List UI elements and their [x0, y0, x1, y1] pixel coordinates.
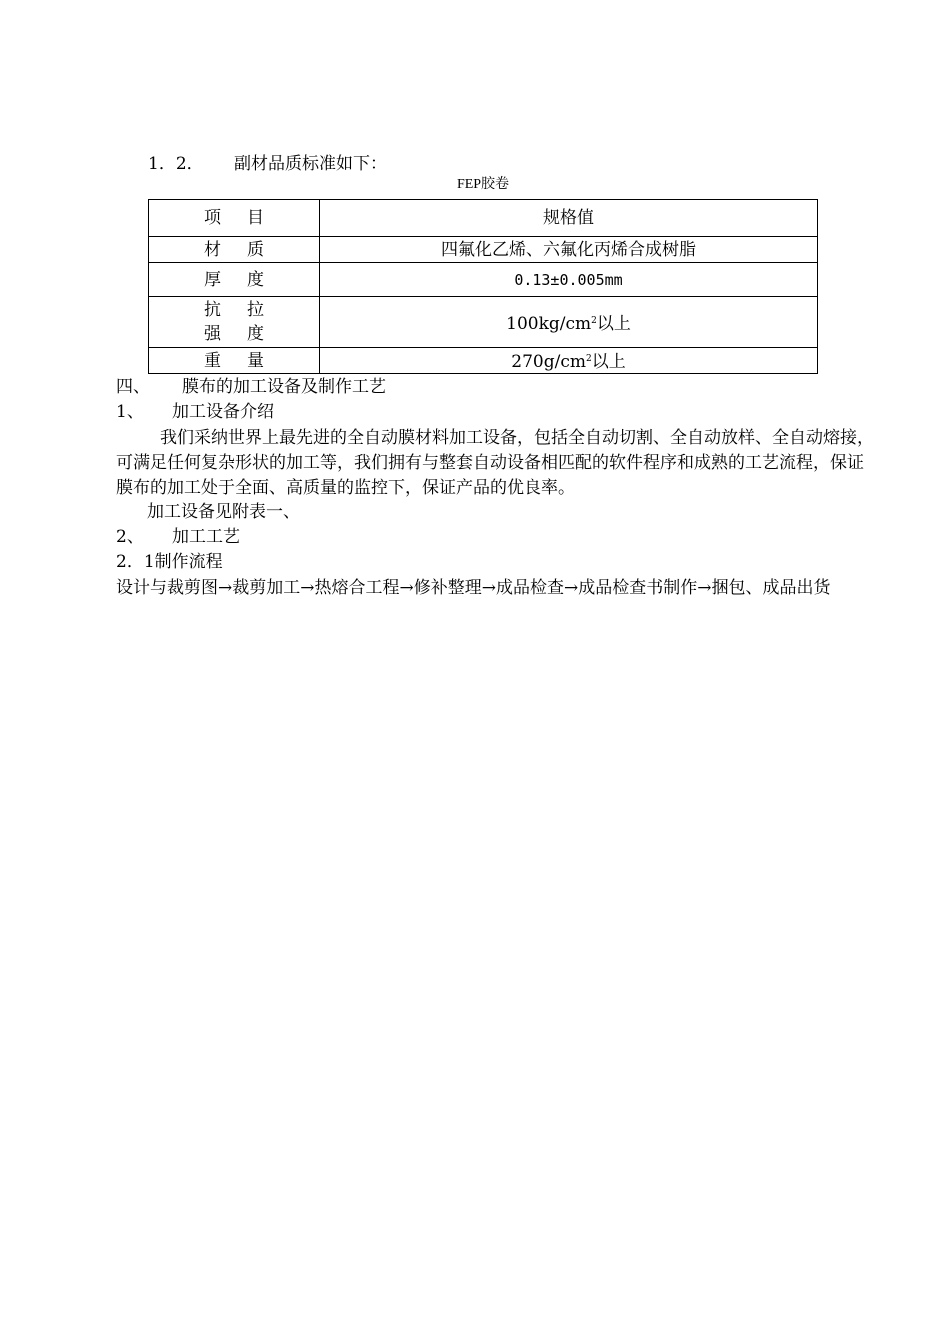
- subsection-2-number: 2、: [116, 527, 144, 547]
- spec-table: [148, 199, 818, 374]
- paragraph-equipment: 我们采纳世界上最先进的全自动膜材料加工设备，包括全自动切割、全自动放样、全自动熔接，可满足任何复杂形状的加工等，我们拥有与整套自动设备相匹配的软件程序和成熟的工艺流程，保证膜布的加工处于全面、高质量的监控下，保证产品的优良率。: [116, 428, 874, 498]
- table-row: [149, 348, 818, 374]
- section-4-title: 膜布的加工设备及制作工艺: [182, 377, 386, 397]
- paragraph-appendix: 加工设备见附表一、: [147, 502, 300, 522]
- subsection-2-1-heading: [116, 551, 223, 573]
- row-label-cell: 材 质: [149, 237, 320, 263]
- heading-1-2: [148, 153, 387, 175]
- section-4-heading: [116, 376, 386, 398]
- table-caption: FEP胶卷: [456, 177, 510, 192]
- subsection-2-title: 加工工艺: [172, 527, 240, 547]
- subsection-2-1-number: 2．1: [116, 552, 155, 572]
- header-value-cell: 规格值: [320, 200, 818, 237]
- row-value-cell: 0.13±0.005mm: [320, 263, 818, 297]
- subsection-2-heading: [116, 526, 240, 548]
- heading-1-2-number: 1．2．: [148, 154, 204, 174]
- section-4-number: 四、: [116, 377, 150, 397]
- table-row: [149, 263, 818, 297]
- row-value-cell: $270g/cm^2$以上: [320, 348, 818, 374]
- row-label-cell: 抗 拉 强 度: [149, 297, 320, 348]
- process-flow: 设计与裁剪图→裁剪加工→热熔合工程→修补整理→成品检查→成品检查书制作→捆包、成品出货: [116, 578, 831, 598]
- subsection-2-1-title: 制作流程: [154, 552, 223, 572]
- subsection-1-number: 1、: [116, 402, 144, 422]
- row-label-cell: 厚 度: [149, 263, 320, 297]
- subsection-1-title: 加工设备介绍: [172, 402, 274, 422]
- table-header-row: [149, 200, 818, 237]
- table-row: [149, 237, 818, 263]
- row-value-cell: 四氟化乙烯、六氟化丙烯合成树脂: [320, 237, 818, 263]
- table-row: [149, 297, 818, 348]
- header-item-cell: 项 目: [149, 200, 320, 237]
- subsection-1-heading: [116, 401, 274, 423]
- row-value-cell: $100kg/cm^2$以上: [320, 297, 818, 348]
- heading-1-2-text: 副材品质标准如下：: [234, 154, 387, 174]
- row-label-cell: 重 量: [149, 348, 320, 374]
